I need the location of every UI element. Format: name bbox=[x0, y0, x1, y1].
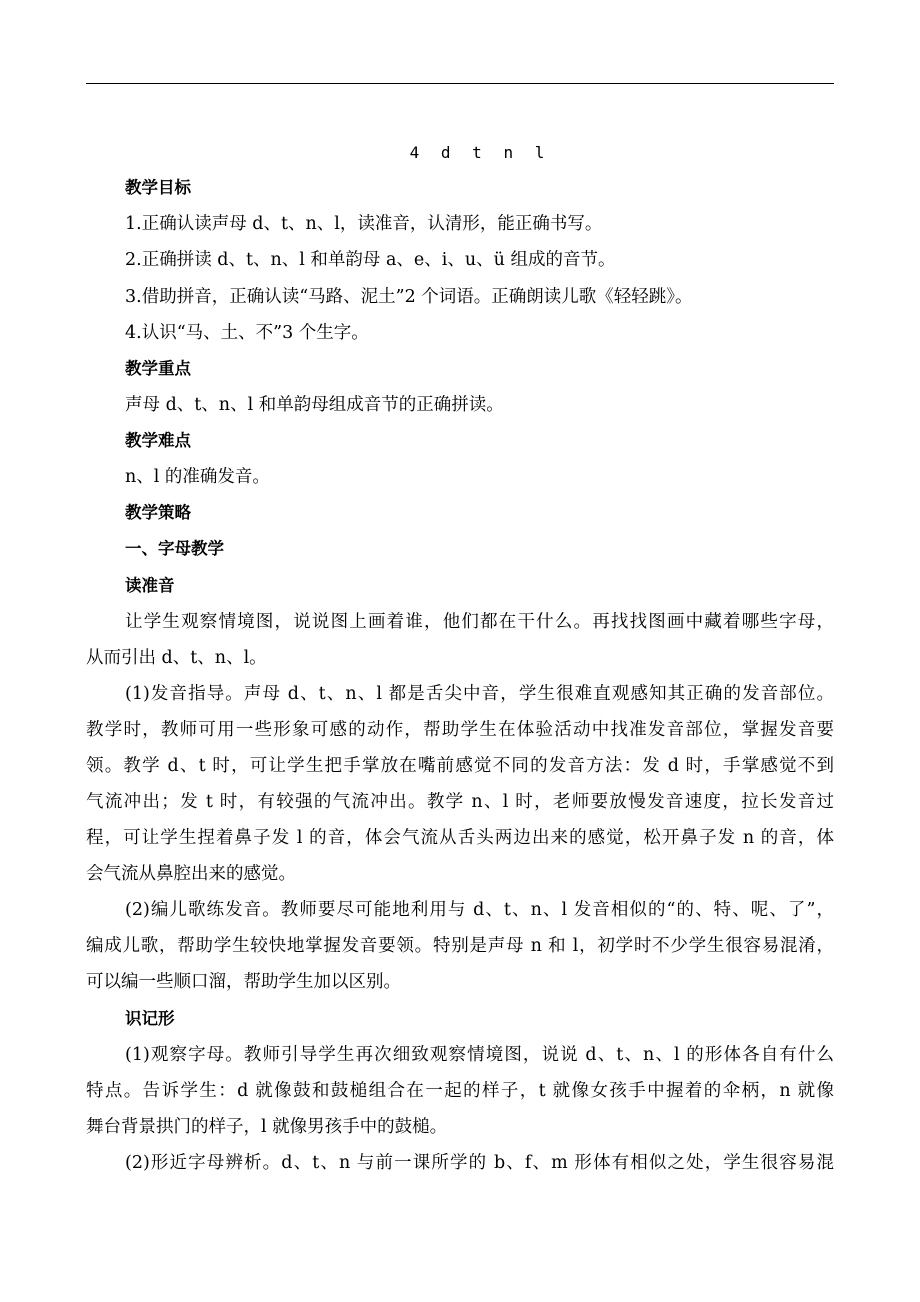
shape-heading: 识记形 bbox=[125, 1009, 175, 1028]
paragraph-line: 可以编一些顺口溜，帮助学生加以区别。 bbox=[86, 972, 401, 992]
goal-item: 2.正确拼读 d、t、n、l 和单韵母 a、e、i、u、ü 组成的音节。 bbox=[125, 250, 616, 270]
part1-heading: 一、字母教学 bbox=[125, 539, 224, 558]
difficulty-heading: 教学难点 bbox=[125, 431, 191, 450]
paragraph-line: 从而引出 d、t、n、l。 bbox=[86, 648, 267, 668]
paragraph-line: (1)发音指导。声母 d、t、n、l 都是舌尖中音，学生很难直观感知其正确的发音部位。 bbox=[125, 684, 834, 704]
paragraph-line: 会气流从鼻腔出来的感觉。 bbox=[86, 864, 296, 884]
paragraph-line: (1)观察字母。教师引导学生再次细致观察情境图，说说 d、t、n、l 的形体各自有什么 bbox=[125, 1045, 834, 1065]
key-heading: 教学重点 bbox=[125, 359, 191, 378]
goal-item: 4.认识“马、土、不”3 个生字。 bbox=[125, 323, 369, 343]
header-rule bbox=[86, 83, 834, 84]
paragraph-line: 程，可让学生捏着鼻子发 l 的音，体会气流从舌头两边出来的感觉，松开鼻子发 n 的音，体 bbox=[86, 828, 834, 848]
key-text: 声母 d、t、n、l 和单韵母组成音节的正确拼读。 bbox=[125, 395, 504, 415]
paragraph-line: 让学生观察情境图，说说图上画着谁，他们都在干什么。再找找图画中藏着哪些字母， bbox=[125, 612, 834, 632]
paragraph-line: (2)编儿歌练发音。教师要尽可能地利用与 d、t、n、l 发音相似的“的、特、呢、了”， bbox=[125, 900, 834, 920]
paragraph-line: 气流冲出；发 t 时，有较强的气流冲出。教学 n、l 时，老师要放慢发音速度，拉长发音过 bbox=[86, 792, 834, 812]
difficulty-text: n、l 的准确发音。 bbox=[125, 467, 270, 487]
goal-item: 3.借助拼音，正确认读“马路、泥土”2 个词语。正确朗读儿歌《轻轻跳》。 bbox=[125, 287, 693, 307]
strategy-heading: 教学策略 bbox=[125, 503, 191, 522]
document-title: 4 d t n l bbox=[409, 143, 551, 162]
paragraph-line: 舞台背景拱门的样子，l 就像男孩手中的鼓槌。 bbox=[86, 1117, 448, 1137]
paragraph-line: (2)形近字母辨析。d、t、n 与前一课所学的 b、f、m 形体有相似之处，学生很容易混 bbox=[125, 1153, 834, 1173]
pronounce-heading: 读准音 bbox=[125, 576, 175, 595]
paragraph-line: 领。教学 d、t 时，可让学生把手掌放在嘴前感觉不同的发音方法：发 d 时，手掌感觉不到 bbox=[86, 756, 834, 776]
paragraph-line: 特点。告诉学生：d 就像鼓和鼓槌组合在一起的样子，t 就像女孩手中握着的伞柄，n 就像 bbox=[86, 1081, 834, 1101]
paragraph-line: 教学时，教师可用一些形象可感的动作，帮助学生在体验活动中找准发音部位，掌握发音要 bbox=[86, 720, 834, 740]
goal-item: 1.正确认读声母 d、t、n、l，读准音，认清形，能正确书写。 bbox=[125, 214, 603, 234]
paragraph-line: 编成儿歌，帮助学生较快地掌握发音要领。特别是声母 n 和 l，初学时不少学生很容易混淆， bbox=[86, 936, 834, 956]
goals-heading: 教学目标 bbox=[125, 178, 191, 197]
